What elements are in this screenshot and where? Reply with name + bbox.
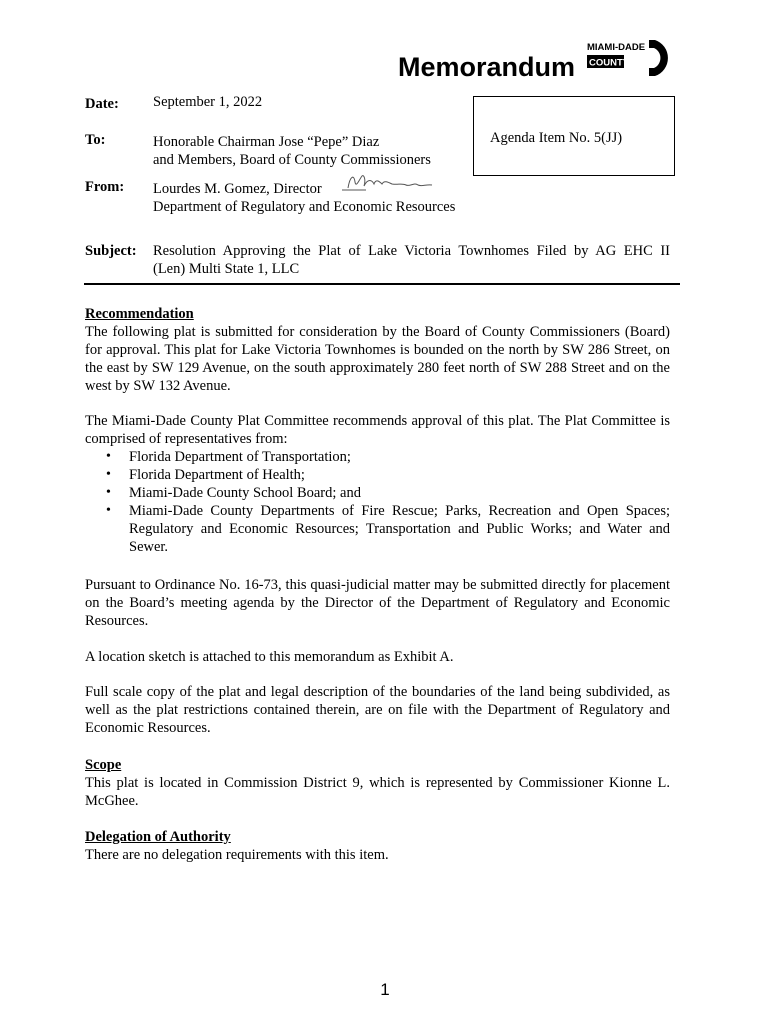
scope-heading: Scope — [85, 757, 122, 773]
to-label: To: — [85, 132, 106, 148]
date-value: September 1, 2022 — [153, 94, 263, 110]
list-item: • Florida Department of Transportation; — [129, 448, 670, 466]
page-number: 1 — [380, 980, 390, 999]
signature-mark — [340, 170, 435, 196]
from-line-1: Lourdes M. Gomez, Director — [153, 181, 322, 197]
delegation-text: There are no delegation requirements with this item. — [85, 847, 389, 863]
county-logo — [587, 38, 677, 78]
recommendation-heading: Recommendation — [85, 306, 194, 322]
county-d-emblem — [649, 40, 668, 76]
scope-section — [85, 756, 670, 810]
delegation-section — [85, 828, 670, 864]
delegation-heading: Delegation of Authority — [85, 829, 231, 845]
subject-line-1: Resolution Approving the Plat of Lake Victoria Townhomes Filed by AG EHC II — [153, 243, 670, 259]
sketch-paragraph: A location sketch is attached to this memorandum as Exhibit A. — [85, 649, 454, 665]
committee-section — [85, 412, 670, 556]
logo-line-1: MIAMI-DADE — [587, 42, 646, 53]
subject-label: Subject: — [85, 243, 137, 259]
committee-list — [85, 448, 670, 556]
list-item: • Florida Department of Health; — [129, 466, 670, 484]
signature-stroke — [342, 176, 432, 190]
scope-text: This plat is located in Commission District 9, which is represented by Commissioner Kionne L. McGhee. — [85, 775, 670, 809]
recommendation-section — [85, 305, 670, 395]
date-label: Date: — [85, 96, 119, 112]
from-label: From: — [85, 179, 125, 195]
logo-line-2: COUNTY — [589, 57, 630, 69]
header-divider — [84, 283, 680, 285]
agenda-item-text: Agenda Item No. 5(JJ) — [490, 130, 623, 146]
recommendation-text: The following plat is submitted for consideration by the Board of County Commissioners (Board) for approval. This plat for Lake Victoria Townhomes is bounded on the north by SW 286 Street, on the east by SW 129 Avenue, on the south approximately 280 feet north of SW 288 Street and on the west by SW 132 Avenue. — [85, 324, 670, 394]
committee-intro: The Miami-Dade County Plat Committee recommends approval of this plat. The Plat Committee is comprised of representatives from: — [85, 413, 670, 447]
from-line-2: Department of Regulatory and Economic Resources — [153, 199, 456, 215]
ordinance-paragraph: Pursuant to Ordinance No. 16-73, this quasi-judicial matter may be submitted directly for placement on the Board’s meeting agenda by the Director of the Department of Regulatory and Economic Resources. — [85, 577, 670, 629]
to-line-2: and Members, Board of County Commissioners — [153, 152, 431, 168]
copy-paragraph: Full scale copy of the plat and legal description of the boundaries of the land being subdivided, as well as the plat restrictions contained therein, are on file with the Department of Regulatory and Economic Resources. — [85, 684, 670, 736]
memo-title: Memorandum — [398, 52, 576, 82]
list-item: • Miami-Dade County Departments of Fire Rescue; Parks, Recreation and Open Spaces; Regulatory and Economic Resources; Transportation and Public Works; and Water and Sewer. — [129, 502, 670, 556]
subject-line-2: (Len) Multi State 1, LLC — [153, 261, 300, 277]
to-line-1: Honorable Chairman Jose “Pepe” Diaz — [153, 134, 380, 150]
list-item: • Miami-Dade County School Board; and — [129, 484, 670, 502]
